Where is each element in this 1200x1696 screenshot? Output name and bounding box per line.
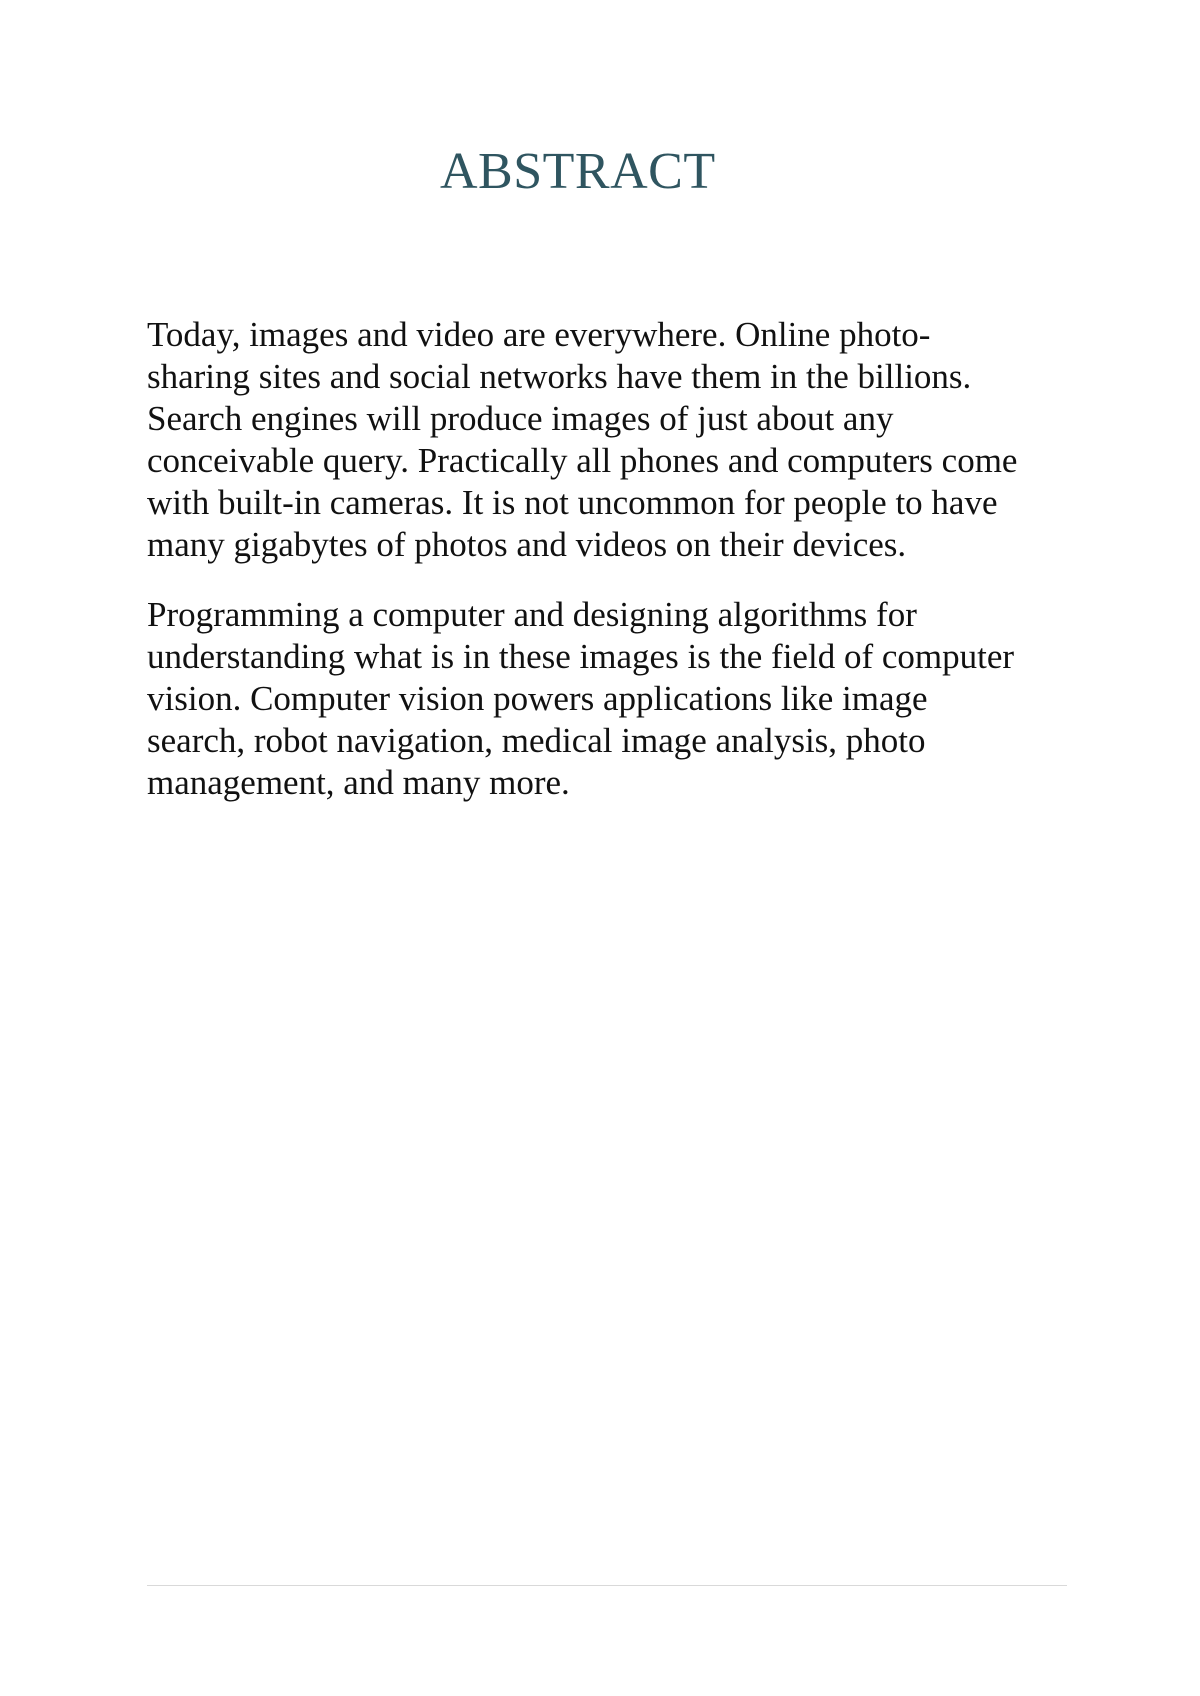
abstract-body: [147, 314, 1067, 804]
text-line: management, and many more.: [147, 763, 570, 802]
text-line: understanding what is in these images is the field of computer: [147, 637, 1015, 676]
text-line: many gigabytes of photos and videos on their devices.: [147, 525, 907, 564]
text-line: conceivable query. Practically all phones and computers come: [147, 441, 1018, 480]
abstract-paragraph-2: [147, 594, 1067, 804]
text-line: Today, images and video are everywhere. Online photo-: [147, 315, 931, 354]
page-title: ABSTRACT: [440, 143, 716, 200]
text-line: with built-in cameras. It is not uncommon for people to have: [147, 483, 998, 522]
text-line: sharing sites and social networks have them in the billions.: [147, 357, 972, 396]
text-line: search, robot navigation, medical image analysis, photo: [147, 721, 926, 760]
text-line: Search engines will produce images of just about any: [147, 399, 894, 438]
abstract-paragraph-1: [147, 314, 1067, 566]
text-line: Programming a computer and designing algorithms for: [147, 595, 917, 634]
text-line: vision. Computer vision powers applications like image: [147, 679, 928, 718]
footer-divider: [147, 1585, 1067, 1586]
